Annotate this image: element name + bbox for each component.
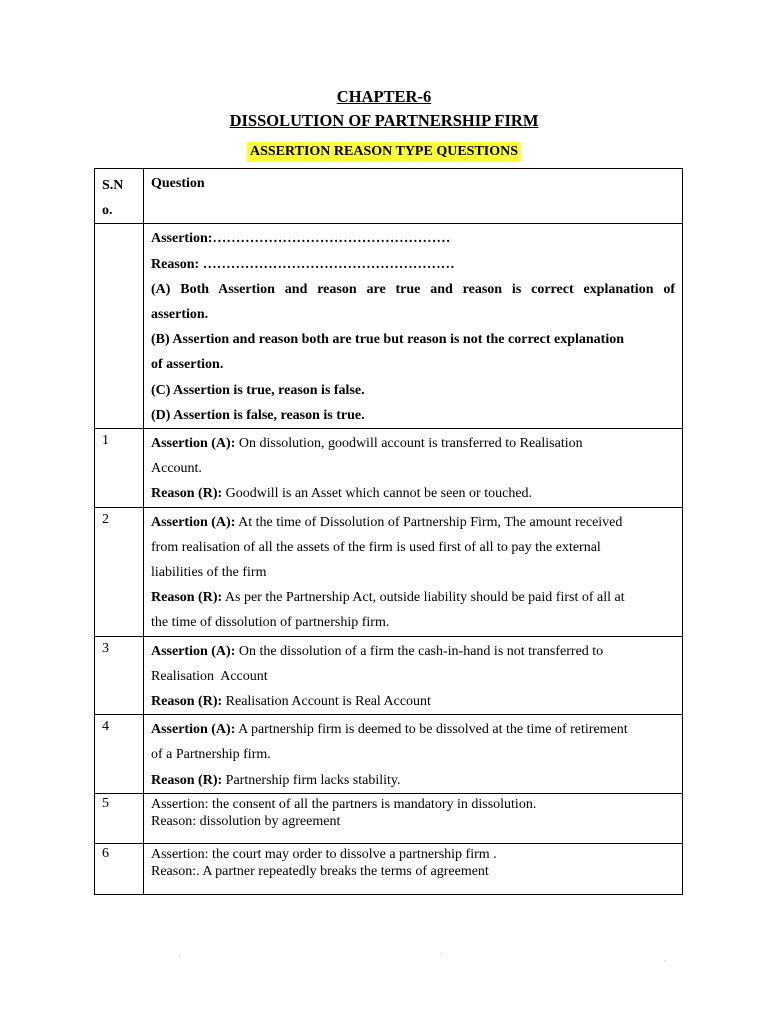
reason-text: Reason:. A partner repeatedly breaks the terms of agreement — [151, 864, 489, 880]
option-b: (B) Assertion and reason both are true but reason is not the correct explanation — [151, 332, 625, 348]
assertion-label: Assertion (A): — [151, 643, 236, 659]
scan-artifacts: · · . — [178, 950, 666, 964]
options-reason-template: Reason: ……………………………………………… — [151, 256, 455, 272]
sno-header-line2: o. — [102, 203, 113, 219]
reason-text: As per the Partnership Act, outside liability should be paid first of all at — [222, 590, 625, 606]
option-d: (D) Assertion is false, reason is true. — [151, 407, 365, 423]
table-row — [95, 843, 683, 894]
options-cell — [144, 224, 683, 429]
assertion-label: Assertion (A): — [151, 514, 236, 530]
reason-text: Goodwill is an Asset which cannot be seen or touched. — [222, 486, 533, 502]
row-sno: 3 — [95, 636, 144, 715]
assertion-label: Assertion (A): — [151, 436, 236, 452]
reason-text-continued: the time of dissolution of partnership firm. — [151, 615, 390, 631]
assertion-text: On dissolution, goodwill account is transferred to Realisation — [235, 436, 583, 452]
row-sno: 6 — [95, 843, 144, 894]
section-subtitle: ASSERTION REASON TYPE QUESTIONS — [247, 142, 521, 162]
row-sno: 4 — [95, 715, 144, 794]
row-question — [144, 715, 683, 794]
reason-text: Partnership firm lacks stability. — [222, 772, 401, 788]
assertion-text: A partnership firm is deemed to be dissolved at the time of retirement — [235, 722, 628, 738]
assertion-text-continued: liabilities of the firm — [151, 565, 267, 581]
questions-table — [94, 168, 683, 895]
sno-header-line1: S.N — [102, 178, 124, 193]
table-row — [95, 715, 683, 794]
row-question — [144, 507, 683, 636]
row-sno: 5 — [95, 793, 144, 843]
table-row — [95, 793, 683, 843]
row-question — [144, 793, 683, 843]
table-header-row — [95, 169, 683, 224]
row-question — [144, 429, 683, 508]
options-assertion-template: Assertion:…………………………………………… — [151, 231, 451, 247]
subtitle-container — [0, 142, 768, 162]
assertion-text: Assertion: the consent of all the partners is mandatory in dissolution. — [151, 796, 537, 812]
options-sno-cell — [95, 224, 144, 429]
option-c: (C) Assertion is true, reason is false. — [151, 382, 365, 398]
reason-label: Reason (R): — [151, 772, 223, 788]
reason-label: Reason (R): — [151, 590, 223, 606]
assertion-text-continued: Account. — [151, 461, 202, 477]
option-b-continued: of assertion. — [151, 357, 224, 373]
sno-header — [95, 169, 144, 224]
options-row — [95, 224, 683, 429]
assertion-text: Assertion: the court may order to dissolve a partnership firm . — [151, 846, 497, 862]
page-title: DISSOLUTION OF PARTNERSHIP FIRM — [229, 111, 539, 130]
row-question — [144, 843, 683, 894]
assertion-text: On the dissolution of a firm the cash-in-hand is not transferred to — [235, 643, 604, 659]
table-row — [95, 507, 683, 636]
table-row — [95, 636, 683, 715]
reason-label: Reason (R): — [151, 694, 223, 710]
option-a-continued: assertion. — [151, 307, 209, 323]
assertion-label: Assertion (A): — [151, 722, 236, 738]
assertion-text: At the time of Dissolution of Partnership Firm, The amount received — [235, 514, 623, 530]
assertion-text-continued: of a Partnership firm. — [151, 747, 271, 763]
option-a: (A) Both Assertion and reason are true and reason is correct explanation of — [151, 281, 675, 297]
table-row — [95, 429, 683, 508]
question-header — [144, 169, 683, 224]
assertion-text-continued: Realisation Account — [151, 668, 268, 684]
reason-text: Reason: dissolution by agreement — [151, 814, 341, 830]
reason-label: Reason (R): — [151, 486, 223, 502]
reason-text: Realisation Account is Real Account — [222, 694, 431, 710]
row-sno: 2 — [95, 507, 144, 636]
assertion-text-continued: from realisation of all the assets of the firm is used first of all to pay the external — [151, 539, 601, 555]
chapter-heading: CHAPTER-6 — [336, 87, 432, 106]
question-header-label: Question — [151, 176, 205, 191]
row-question — [144, 636, 683, 715]
row-sno: 1 — [95, 429, 144, 508]
